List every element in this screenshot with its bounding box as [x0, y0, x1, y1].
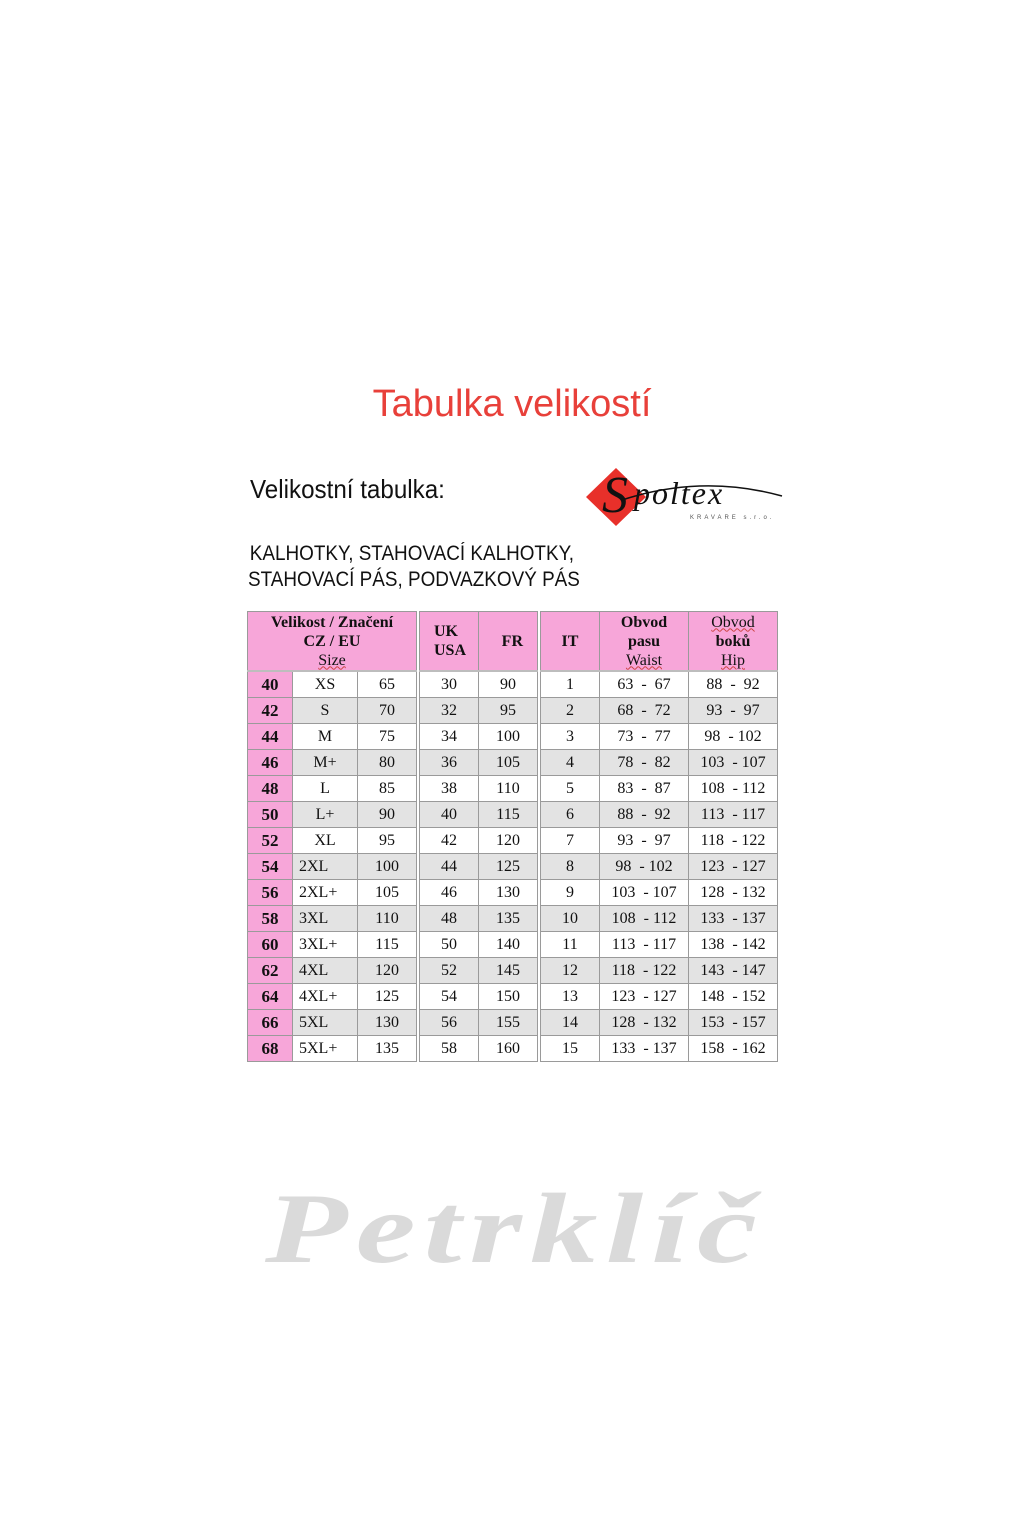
cell-eu: XL: [293, 828, 358, 854]
header-hip: [689, 612, 778, 672]
cell-fr: 125: [479, 854, 538, 880]
cell-uk: 32: [420, 698, 479, 724]
petrklic-watermark: [255, 1170, 775, 1290]
cell-hip: 113 - 117: [689, 802, 778, 828]
cell-cz: 52: [248, 828, 293, 854]
cell-it: 4: [541, 750, 600, 776]
cell-eu: 5XL: [293, 1010, 358, 1036]
table-row: [248, 906, 778, 932]
header-hip-line2: boků: [715, 632, 751, 650]
cell-fr: 135: [479, 906, 538, 932]
cell-it: 7: [541, 828, 600, 854]
cell-waist: 78 - 82: [600, 750, 689, 776]
cell-waist: 133 - 137: [600, 1036, 689, 1062]
header-size: [248, 612, 417, 672]
cell-cz: 44: [248, 724, 293, 750]
cell-cz: 66: [248, 1010, 293, 1036]
header-fr: FR: [479, 612, 538, 672]
cell-waist: 103 - 107: [600, 880, 689, 906]
cell-eu: 3XL: [293, 906, 358, 932]
header-uk-usa: [420, 612, 479, 672]
cell-hip: 158 - 162: [689, 1036, 778, 1062]
header-usa: USA: [434, 642, 467, 659]
page-title: Tabulka velikostí: [372, 383, 652, 425]
cell-b: 120: [358, 958, 417, 984]
cell-hip: 118 - 122: [689, 828, 778, 854]
cell-b: 65: [358, 671, 417, 698]
cell-eu: 2XL: [293, 854, 358, 880]
header-waist-line3: Waist: [625, 651, 663, 669]
size-table: [247, 611, 778, 1062]
cell-cz: 48: [248, 776, 293, 802]
cell-it: 1: [541, 671, 600, 698]
cell-b: 90: [358, 802, 417, 828]
cell-it: 6: [541, 802, 600, 828]
spoltex-logo: [582, 464, 787, 530]
cell-uk: 50: [420, 932, 479, 958]
cell-uk: 34: [420, 724, 479, 750]
cell-b: 85: [358, 776, 417, 802]
cell-waist: 83 - 87: [600, 776, 689, 802]
cell-it: 9: [541, 880, 600, 906]
cell-eu: L+: [293, 802, 358, 828]
table-row: [248, 671, 778, 698]
cell-cz: 68: [248, 1036, 293, 1062]
cell-it: 2: [541, 698, 600, 724]
table-row: [248, 828, 778, 854]
cell-hip: 108 - 112: [689, 776, 778, 802]
cell-uk: 30: [420, 671, 479, 698]
cell-hip: 153 - 157: [689, 1010, 778, 1036]
cell-cz: 40: [248, 671, 293, 698]
cell-fr: 115: [479, 802, 538, 828]
cell-eu: 5XL+: [293, 1036, 358, 1062]
product-line-2: STAHOVACÍ PÁS, PODVAZKOVÝ PÁS: [248, 568, 580, 591]
svg-text:poltex: poltex: [634, 475, 725, 511]
cell-fr: 145: [479, 958, 538, 984]
cell-it: 8: [541, 854, 600, 880]
table-row: [248, 750, 778, 776]
cell-hip: 93 - 97: [689, 698, 778, 724]
table-row: [248, 984, 778, 1010]
cell-waist: 88 - 92: [600, 802, 689, 828]
cell-b: 125: [358, 984, 417, 1010]
cell-fr: 160: [479, 1036, 538, 1062]
cell-eu: XS: [293, 671, 358, 698]
cell-cz: 42: [248, 698, 293, 724]
table-row: [248, 880, 778, 906]
table-row: [248, 776, 778, 802]
cell-it: 13: [541, 984, 600, 1010]
cell-fr: 120: [479, 828, 538, 854]
table-row: [248, 854, 778, 880]
cell-uk: 38: [420, 776, 479, 802]
cell-it: 12: [541, 958, 600, 984]
cell-uk: 46: [420, 880, 479, 906]
cell-fr: 130: [479, 880, 538, 906]
cell-uk: 36: [420, 750, 479, 776]
cell-cz: 54: [248, 854, 293, 880]
table-row: [248, 958, 778, 984]
cell-cz: 64: [248, 984, 293, 1010]
cell-it: 11: [541, 932, 600, 958]
cell-waist: 113 - 117: [600, 932, 689, 958]
cell-hip: 143 - 147: [689, 958, 778, 984]
cell-b: 100: [358, 854, 417, 880]
header-it: IT: [541, 612, 600, 672]
cell-b: 95: [358, 828, 417, 854]
header-waist: [600, 612, 689, 672]
table-body: [248, 671, 778, 1062]
cell-eu: 3XL+: [293, 932, 358, 958]
cell-hip: 88 - 92: [689, 671, 778, 698]
cell-waist: 108 - 112: [600, 906, 689, 932]
svg-text:S: S: [602, 467, 628, 524]
cell-waist: 93 - 97: [600, 828, 689, 854]
cell-b: 70: [358, 698, 417, 724]
cell-it: 15: [541, 1036, 600, 1062]
cell-fr: 100: [479, 724, 538, 750]
table-subtitle: Velikostní tabulka:: [250, 474, 445, 504]
cell-cz: 58: [248, 906, 293, 932]
cell-waist: 118 - 122: [600, 958, 689, 984]
table-header-row: [248, 612, 778, 672]
cell-hip: 128 - 132: [689, 880, 778, 906]
cell-eu: L: [293, 776, 358, 802]
cell-cz: 60: [248, 932, 293, 958]
cell-b: 130: [358, 1010, 417, 1036]
table-row: [248, 932, 778, 958]
cell-b: 80: [358, 750, 417, 776]
cell-it: 5: [541, 776, 600, 802]
cell-fr: 140: [479, 932, 538, 958]
table-row: [248, 698, 778, 724]
cell-b: 115: [358, 932, 417, 958]
header-size-line2: CZ / EU: [303, 632, 361, 650]
table-row: [248, 724, 778, 750]
cell-fr: 105: [479, 750, 538, 776]
cell-hip: 98 - 102: [689, 724, 778, 750]
cell-eu: M+: [293, 750, 358, 776]
cell-it: 10: [541, 906, 600, 932]
cell-waist: 68 - 72: [600, 698, 689, 724]
header-uk: UK: [434, 623, 458, 640]
cell-waist: 63 - 67: [600, 671, 689, 698]
cell-hip: 123 - 127: [689, 854, 778, 880]
cell-it: 14: [541, 1010, 600, 1036]
product-list: [248, 541, 580, 593]
cell-eu: S: [293, 698, 358, 724]
cell-eu: 4XL: [293, 958, 358, 984]
table-row: [248, 1036, 778, 1062]
cell-uk: 48: [420, 906, 479, 932]
cell-eu: M: [293, 724, 358, 750]
cell-fr: 90: [479, 671, 538, 698]
cell-uk: 44: [420, 854, 479, 880]
cell-b: 110: [358, 906, 417, 932]
header-size-line1: Velikost / Značení: [270, 613, 394, 631]
table-row: [248, 802, 778, 828]
cell-hip: 138 - 142: [689, 932, 778, 958]
cell-waist: 128 - 132: [600, 1010, 689, 1036]
cell-waist: 123 - 127: [600, 984, 689, 1010]
header-waist-line2: pasu: [627, 632, 661, 650]
cell-hip: 133 - 137: [689, 906, 778, 932]
cell-b: 135: [358, 1036, 417, 1062]
cell-fr: 155: [479, 1010, 538, 1036]
cell-uk: 52: [420, 958, 479, 984]
cell-waist: 98 - 102: [600, 854, 689, 880]
cell-b: 75: [358, 724, 417, 750]
product-line-1: KALHOTKY, STAHOVACÍ KALHOTKY,: [249, 542, 575, 565]
header-hip-line1: Obvod: [711, 613, 755, 631]
cell-it: 3: [541, 724, 600, 750]
cell-cz: 56: [248, 880, 293, 906]
cell-uk: 54: [420, 984, 479, 1010]
cell-fr: 110: [479, 776, 538, 802]
cell-cz: 50: [248, 802, 293, 828]
cell-uk: 40: [420, 802, 479, 828]
header-hip-line3: Hip: [721, 651, 745, 669]
cell-eu: 4XL+: [293, 984, 358, 1010]
cell-eu: 2XL+: [293, 880, 358, 906]
cell-fr: 95: [479, 698, 538, 724]
cell-hip: 148 - 152: [689, 984, 778, 1010]
cell-uk: 56: [420, 1010, 479, 1036]
cell-fr: 150: [479, 984, 538, 1010]
cell-uk: 42: [420, 828, 479, 854]
header-waist-line1: Obvod: [620, 613, 668, 631]
cell-waist: 73 - 77: [600, 724, 689, 750]
svg-text:KRAVARE s.r.o.: KRAVARE s.r.o.: [690, 515, 775, 521]
cell-cz: 62: [248, 958, 293, 984]
cell-b: 105: [358, 880, 417, 906]
table-row: [248, 1010, 778, 1036]
cell-uk: 58: [420, 1036, 479, 1062]
cell-cz: 46: [248, 750, 293, 776]
svg-text:Petrklíč: Petrklíč: [263, 1173, 765, 1284]
cell-hip: 103 - 107: [689, 750, 778, 776]
header-size-line3: Size: [318, 651, 346, 669]
